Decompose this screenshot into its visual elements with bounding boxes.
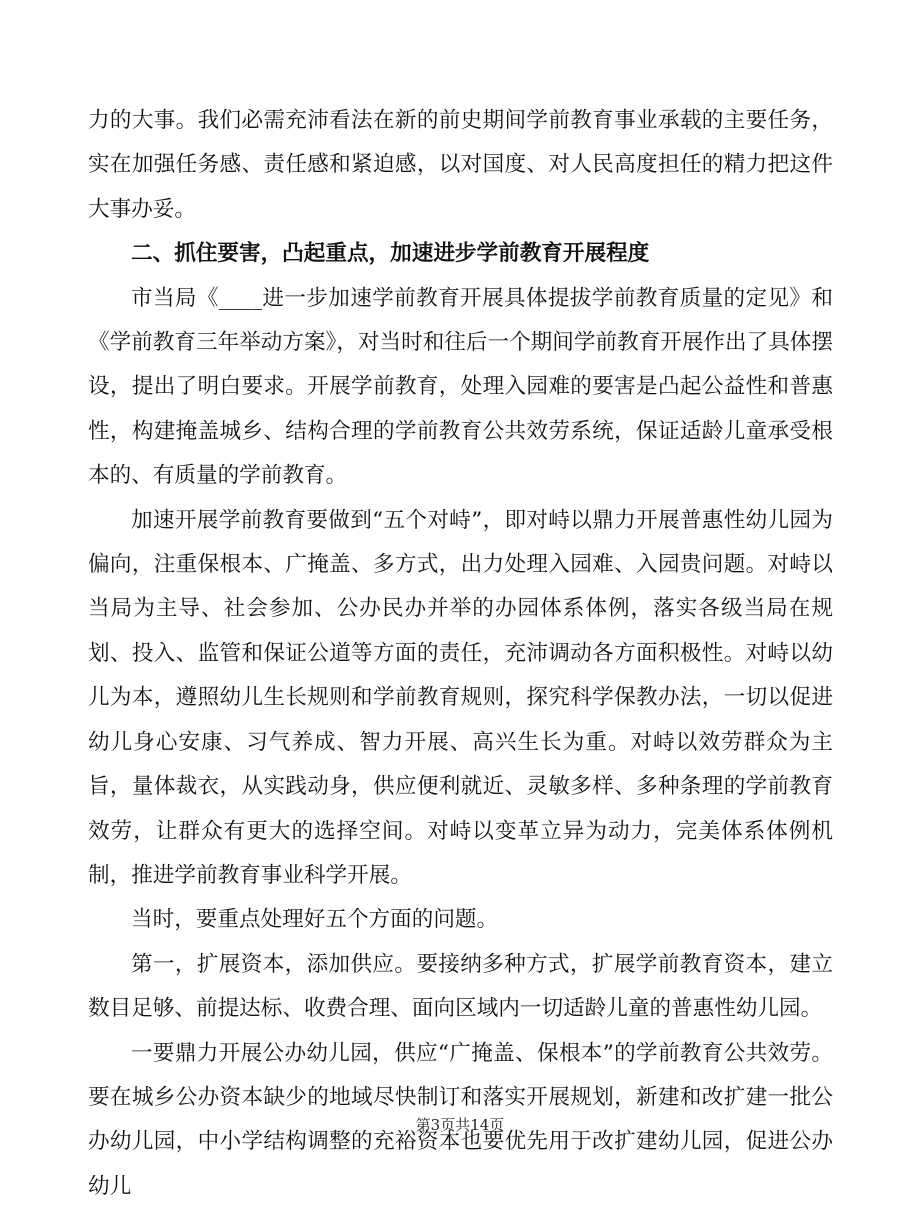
page-number-footer: 第3页共14页 [415, 1116, 505, 1134]
paragraph-first-issue: 第一，扩展资本，添加供应。要接纳多种方式，扩展学前教育资本，建立数目足够、前提达标、收费合理、面向区域内一切适龄儿童的普惠性幼儿园。 [88, 951, 833, 1022]
paragraph-city-policy: 市当局《____进一步加速学前教育开展具体提拔学前教育质量的定见》和《学前教育三年举动方案》，对当时和往后一个期间学前教育开展作出了具体摆设，提出了明白要求。开展学前教育，处理入园难的要害是凸起公益性和普惠性，构建掩盖城乡、结构合理的学前教育公共效劳系统，保证适龄儿童承受根本的、有质量的学前教育。 [88, 285, 833, 489]
paragraph-five-principles: 加速开展学前教育要做到“五个对峙”，即对峙以鼎力开展普惠性幼儿园为偏向，注重保根本、广掩盖、多方式，出力处理入园难、入园贵问题。对峙以当局为主导、社会参加、公办民办并举的办园体系体例，落实各级当局在规划、投入、监管和保证公道等方面的责任，充沛调动各方面积极性。对峙以幼儿为本，遵照幼儿生长规则和学前教育规则，探究科学保教办法，一切以促进幼儿身心安康、习气养成、智力开展、高兴生长为重。对峙以效劳群众为主旨，量体裁衣，从实践动身，供应便利就近、灵敏多样、多种条理的学前教育效劳，让群众有更大的选择空间。对峙以变革立异为动力，完美体系体例机制，推进学前教育事业科学开展。 [88, 507, 833, 888]
paragraph-five-issues: 当时，要重点处理好五个方面的问题。 [131, 907, 499, 933]
document-body [88, 99, 833, 1209]
paragraph-continuation: 力的大事。我们必需充沛看法在新的前史期间学前教育事业承载的主要任务，实在加强任务感、责任感和紧迫感，以对国度、对人民高度担任的精力把这件大事办妥。 [88, 108, 833, 222]
section-heading: 二、抓住要害，凸起重点，加速进步学前教育开展程度 [131, 241, 650, 267]
paragraph-public-kindergarten: 一要鼎力开展公办幼儿园，供应“广掩盖、保根本”的学前教育公共效劳。要在城乡公办资本缺少的地域尽快制订和落实开展规划，新建和改扩建一批公办幼儿园，中小学结构调整的充裕资本也要优先用于改扩建幼儿园，促进公办幼儿 [88, 1040, 833, 1199]
